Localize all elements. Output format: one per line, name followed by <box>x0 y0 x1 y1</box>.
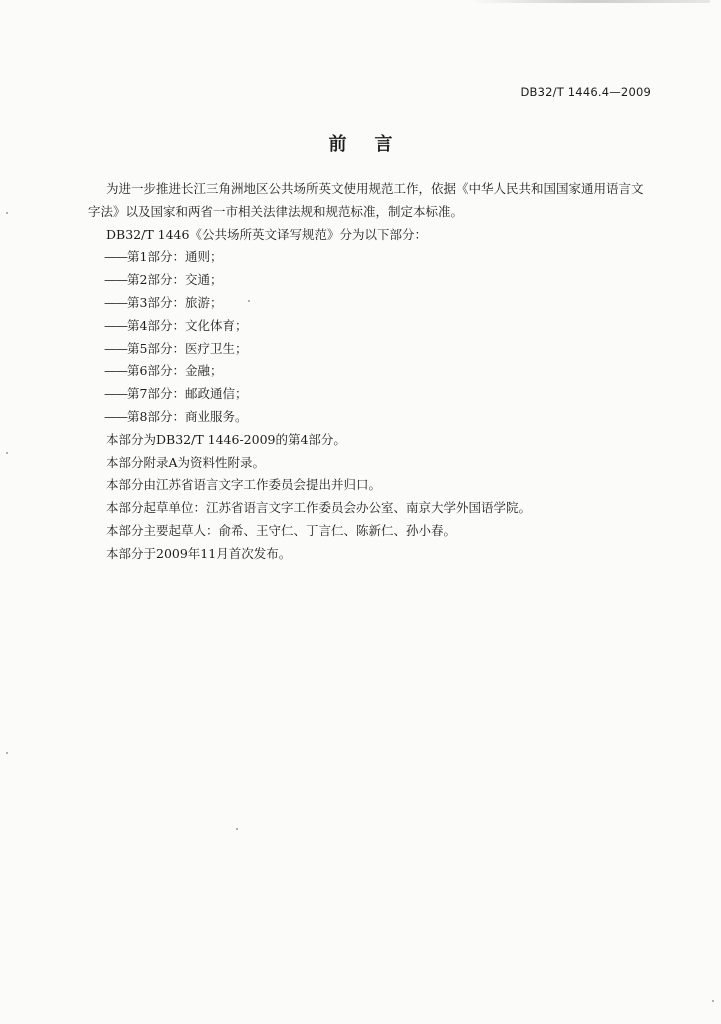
list-dash: —— <box>104 363 127 379</box>
appendix-statement: 本部分附录A为资料性附录。 <box>106 454 266 470</box>
scan-speck <box>6 212 8 214</box>
drafting-units-statement: 本部分起草单位：江苏省语言文字工作委员会办公室、南京大学外国语学院。 <box>106 500 532 516</box>
list-item <box>88 246 663 269</box>
scan-speck <box>6 752 8 754</box>
list-item-text: 第6部分：金融； <box>127 363 223 379</box>
list-item-text: 第5部分：医疗卫生； <box>127 340 248 356</box>
list-dash: —— <box>104 317 127 333</box>
scan-speck <box>236 828 238 830</box>
parts-intro: DB32/T 1446《公共场所英文译写规范》分为以下部分： <box>106 226 427 242</box>
drafters-statement: 本部分主要起草人：俞希、王守仁、丁言仁、陈新仁、孙小春。 <box>106 522 457 538</box>
intro-paragraph-line-2: 字法》以及国家和两省一市相关法律法规和规范标准，制定本标准。 <box>88 203 464 219</box>
list-item <box>88 383 663 406</box>
proposer-statement: 本部分由江苏省语言文字工作委员会提出并归口。 <box>106 477 382 493</box>
list-dash: —— <box>104 386 127 402</box>
list-item-text: 第3部分：旅游； <box>127 294 223 310</box>
scan-speck <box>6 452 8 454</box>
list-item-text: 第1部分：通则； <box>127 249 223 265</box>
list-item-text: 第2部分：交通； <box>127 272 223 288</box>
list-item-text: 第8部分：商业服务。 <box>127 408 248 424</box>
list-item <box>88 292 663 315</box>
list-dash: —— <box>104 294 127 310</box>
list-item <box>88 315 663 338</box>
list-dash: —— <box>104 408 127 424</box>
release-statement: 本部分于2009年11月首次发布。 <box>106 545 292 561</box>
scan-speck <box>248 300 250 302</box>
list-item <box>88 269 663 292</box>
list-item <box>88 406 663 429</box>
list-item <box>88 360 663 383</box>
scan-speck <box>712 1000 714 1002</box>
list-item-text: 第7部分：邮政通信； <box>127 386 248 402</box>
list-item <box>88 338 663 361</box>
page-title: 前言 <box>328 134 421 155</box>
document-number: DB32/T 1446.4—2009 <box>520 85 651 99</box>
list-dash: —— <box>104 340 127 356</box>
intro-paragraph-line-1: 为进一步推进长江三角洲地区公共场所英文使用规范工作，依据《中华人民共和国国家通用语言文 <box>106 181 644 196</box>
list-item-text: 第4部分：文化体育； <box>127 317 248 333</box>
this-part-statement: 本部分为DB32/T 1446-2009的第4部分。 <box>106 431 346 447</box>
scan-edge-mark <box>470 0 710 3</box>
foreword-body <box>88 178 663 566</box>
list-dash: —— <box>104 272 127 288</box>
list-dash: —— <box>104 249 127 265</box>
